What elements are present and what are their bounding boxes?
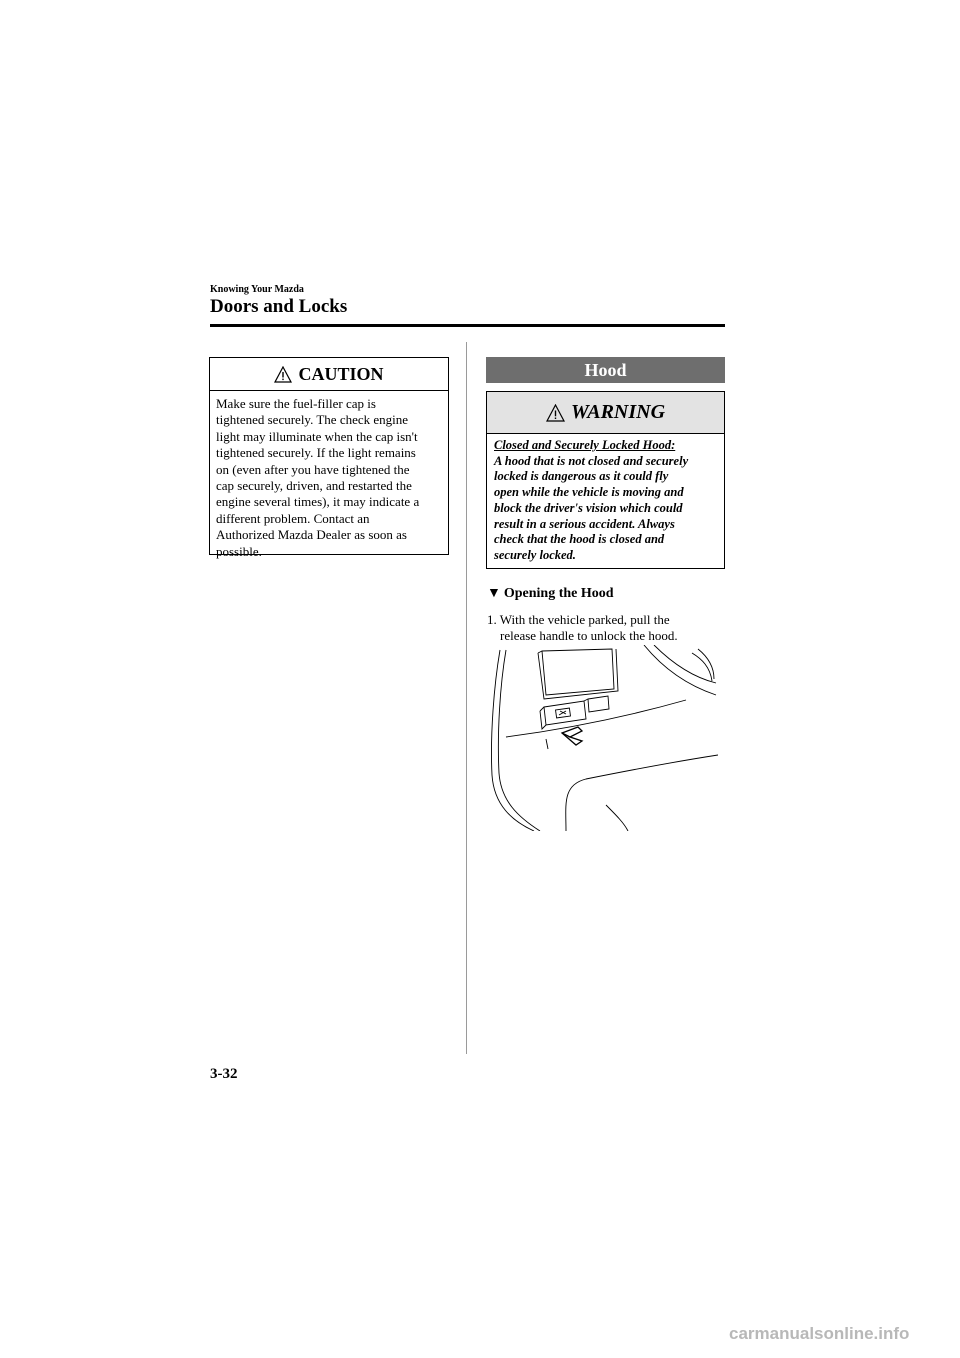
caution-line: cap securely, driven, and restarted the <box>216 478 412 494</box>
warning-line: check that the hood is closed and <box>494 532 665 547</box>
warning-text <box>487 434 724 568</box>
warning-header <box>487 392 724 434</box>
warning-line: locked is dangerous as it could fly <box>494 469 669 484</box>
caution-box <box>209 357 449 559</box>
caution-line: Authorized Mazda Dealer as soon as <box>216 527 407 543</box>
section-kicker: Knowing Your Mazda <box>210 284 304 295</box>
caution-line: light may illuminate when the cap isn't <box>216 428 418 444</box>
hood-release-illustration <box>486 645 718 831</box>
warning-subtitle: Closed and Securely Locked Hood: <box>494 438 676 452</box>
hood-section-banner: Hood <box>486 357 725 383</box>
warning-triangle-icon <box>546 404 565 422</box>
caution-text <box>210 391 448 564</box>
title-rule <box>210 324 725 327</box>
down-triangle-marker-icon: ▼ <box>487 586 501 601</box>
step-1 <box>487 612 722 644</box>
caution-line: possible. <box>216 543 262 559</box>
step-1-line-1: 1. With the vehicle parked, pull the <box>487 612 670 627</box>
warning-heading: WARNING <box>570 401 666 423</box>
column-divider <box>466 342 467 1054</box>
warning-triangle-icon <box>274 366 292 383</box>
subheading-text: Opening the Hood <box>503 586 614 601</box>
caution-line: different problem. Contact an <box>216 510 370 526</box>
warning-line: block the driver's vision which could <box>494 500 683 515</box>
warning-line: open while the vehicle is moving and <box>494 485 684 500</box>
caution-line: tightened securely. If the light remains <box>216 445 416 461</box>
page-title: Doors and Locks <box>210 296 348 317</box>
caution-line: tightened securely. The check engine <box>216 412 409 428</box>
caution-line: on (even after you have tightened the <box>216 461 410 477</box>
subheading-opening-hood <box>487 586 614 602</box>
caution-line: engine several times), it may indicate a <box>216 494 420 510</box>
footer-watermark: carmanualsonline.info <box>729 1324 910 1343</box>
warning-line: A hood that is not closed and securely <box>494 453 689 468</box>
warning-line: result in a serious accident. Always <box>494 516 675 531</box>
caution-heading: CAUTION <box>298 363 384 384</box>
warning-line: securely locked. <box>494 547 576 562</box>
page-number: 3-32 <box>210 1066 238 1082</box>
caution-line: Make sure the fuel-filler cap is <box>216 396 376 411</box>
step-1-line-2: release handle to unlock the hood. <box>500 628 678 643</box>
warning-box <box>486 391 725 569</box>
caution-header <box>210 358 448 391</box>
